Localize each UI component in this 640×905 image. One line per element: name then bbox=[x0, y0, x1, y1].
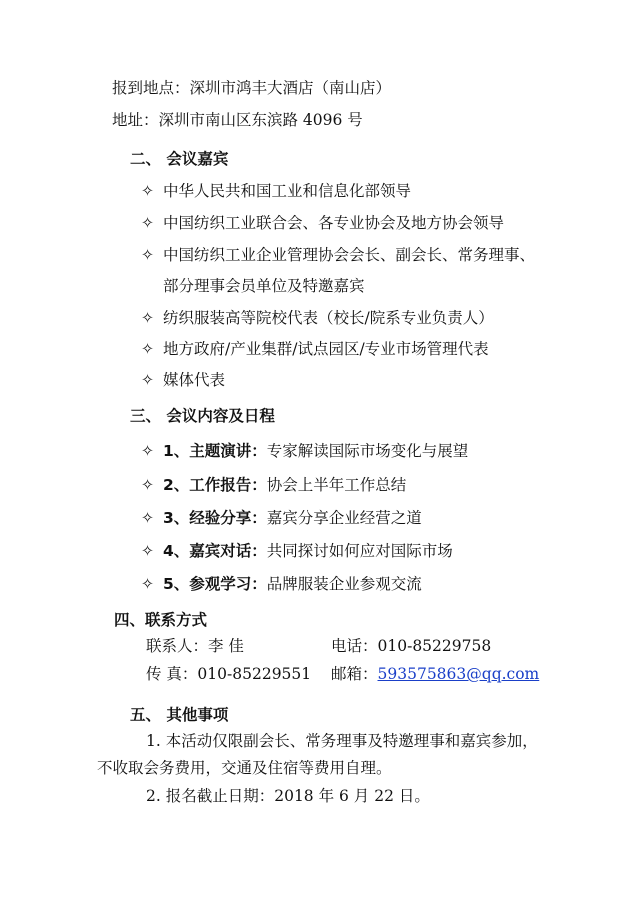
schedule-item: ✧ 1、主题演讲：专家解读国际市场变化与展望 bbox=[141, 442, 469, 460]
diamond-icon: ✧ bbox=[141, 340, 154, 358]
report-location: 报到地点：深圳市鸿丰大酒店（南山店） bbox=[112, 79, 392, 97]
diamond-icon: ✧ bbox=[141, 214, 154, 232]
guest-item: ✧ 媒体代表 bbox=[141, 371, 226, 389]
guest-item: ✧ 地方政府/产业集群/试点园区/专业市场管理代表 bbox=[141, 340, 489, 358]
diamond-icon: ✧ bbox=[141, 371, 154, 389]
section3-title: 三、 会议内容及日程 bbox=[130, 407, 275, 425]
diamond-icon: ✧ bbox=[141, 182, 154, 200]
schedule-item: ✧ 3、经验分享：嘉宾分享企业经营之道 bbox=[141, 509, 422, 527]
section5-title: 五、 其他事项 bbox=[130, 706, 229, 724]
contact-phone: 电话：010-85229758 bbox=[331, 637, 492, 655]
note-2: 2. 报名截止日期：2018 年 6 月 22 日。 bbox=[146, 787, 430, 805]
address: 地址：深圳市南山区东滨路 4096 号 bbox=[112, 111, 363, 129]
contact-fax: 传 真：010-85229551 bbox=[146, 665, 312, 683]
schedule-item: ✧ 4、嘉宾对话：共同探讨如何应对国际市场 bbox=[141, 542, 453, 560]
email-link[interactable]: 593575863@qq.com bbox=[377, 665, 540, 683]
diamond-icon: ✧ bbox=[141, 509, 154, 527]
guest-item: ✧ 中国纺织工业企业管理协会会长、副会长、常务理事、 bbox=[141, 246, 536, 264]
guest-item: ✧ 中国纺织工业联合会、各专业协会及地方协会领导 bbox=[141, 214, 505, 232]
note-1-line-1: 1. 本活动仅限副会长、常务理事及特邀理事和嘉宾参加， bbox=[146, 732, 538, 750]
section4-title: 四、联系方式 bbox=[114, 611, 208, 629]
section2-title: 二、 会议嘉宾 bbox=[130, 150, 229, 168]
diamond-icon: ✧ bbox=[141, 476, 154, 494]
guest-item: ✧ 中华人民共和国工业和信息化部领导 bbox=[141, 182, 412, 200]
diamond-icon: ✧ bbox=[141, 542, 154, 560]
contact-email: 邮箱：593575863@qq.com bbox=[331, 665, 540, 683]
diamond-icon: ✧ bbox=[141, 575, 154, 593]
guest-item: ✧ 纺织服装高等院校代表（校长/院系专业负责人） bbox=[141, 309, 494, 327]
diamond-icon: ✧ bbox=[141, 442, 154, 460]
schedule-item: ✧ 5、参观学习：品牌服装企业参观交流 bbox=[141, 575, 422, 593]
guest-item-continued: 部分理事会员单位及特邀嘉宾 bbox=[163, 277, 365, 295]
note-1-line-2: 不收取会务费用，交通及住宿等费用自理。 bbox=[97, 759, 392, 777]
diamond-icon: ✧ bbox=[141, 246, 154, 264]
contact-person: 联系人：李 佳 bbox=[146, 637, 244, 655]
schedule-item: ✧ 2、工作报告：协会上半年工作总结 bbox=[141, 476, 407, 494]
diamond-icon: ✧ bbox=[141, 309, 154, 327]
